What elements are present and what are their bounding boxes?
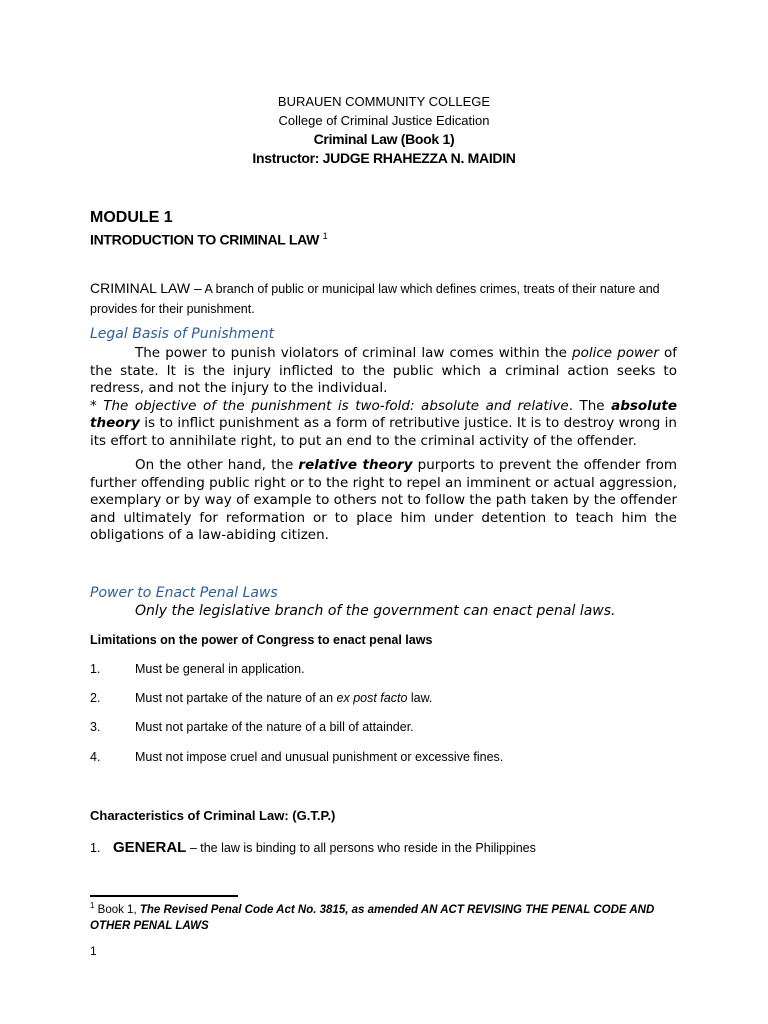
p1-objective: * The objective of the punishment is two-fold: absolute and relative bbox=[90, 397, 569, 414]
characteristic-term: GENERAL bbox=[113, 839, 187, 856]
footnote-ref: 1 bbox=[322, 231, 328, 241]
footnote-text: The Revised Penal Code Act No. 3815, as amended AN ACT REVISING THE PENAL CODE AND OTHER PENAL LAWS bbox=[90, 903, 655, 932]
definition-term: CRIMINAL LAW – bbox=[90, 280, 202, 296]
characteristic-number: 1. bbox=[90, 841, 101, 855]
definition-text: A branch of public or municipal law which defines crimes, treats of their nature and provides for their punishment. bbox=[90, 282, 660, 316]
list-item-number: 3. bbox=[90, 720, 101, 734]
p2-text-a: On the other hand, the bbox=[135, 457, 299, 473]
footnote-marker: 1 bbox=[90, 901, 95, 910]
list-item-text: Must be general in application. bbox=[135, 662, 305, 676]
list-item-number: 4. bbox=[90, 750, 101, 764]
p1-text-g: is to inflict punishment as a form of retributive justice. It is to destroy wrong in its effort to annihilate right, to put an end to the criminal activity of the offender. bbox=[90, 415, 677, 449]
list-item bbox=[90, 662, 305, 676]
p1-text-c: of the state. It is the injury inflicted to the public which a criminal action seeks to redress, and not the injury to the individual. bbox=[90, 345, 677, 396]
list-item-text: Must not partake of the nature of an bbox=[135, 691, 337, 705]
list-item bbox=[90, 720, 414, 734]
p1-police-power: police power bbox=[572, 345, 659, 361]
p1-absolute-theory: absolute theory bbox=[90, 397, 678, 431]
p2-text-c: purports to prevent the offender from further offending public right or to the right to repel an imminent or actual aggression, exemplary or by way of example to others not to follow the path taken by the offender and ultimately for reformation or to place him under detention to teach him the obligations of a law-abiding citizen. bbox=[90, 457, 677, 543]
module-subtitle bbox=[90, 231, 327, 248]
list-item-number: 2. bbox=[90, 691, 101, 705]
course-title: Criminal Law (Book 1) bbox=[313, 131, 455, 147]
list-item-emphasis: ex post facto bbox=[336, 691, 408, 705]
list-item bbox=[90, 691, 432, 705]
penal-laws-heading: Power to Enact Penal Laws bbox=[90, 585, 278, 601]
criminal-law-definition bbox=[90, 278, 678, 319]
college-name: College of Criminal Justice Edication bbox=[278, 113, 490, 128]
footnote-separator bbox=[90, 895, 238, 897]
school-name: BURAUEN COMMUNITY COLLEGE bbox=[277, 94, 491, 109]
list-item-text: Must not impose cruel and unusual punishment or excessive fines. bbox=[135, 750, 504, 764]
list-item bbox=[90, 750, 503, 764]
list-item-number: 1. bbox=[90, 662, 101, 676]
p1-text-e: . The bbox=[568, 397, 612, 414]
legal-basis-paragraph-1 bbox=[90, 345, 677, 450]
penal-laws-statement: Only the legislative branch of the government can enact penal laws. bbox=[135, 603, 616, 619]
limitations-heading: Limitations on the power of Congress to enact penal laws bbox=[90, 633, 433, 647]
p2-relative-theory: relative theory bbox=[298, 457, 413, 473]
p1-text-a: The power to punish violators of criminal law comes within the bbox=[135, 345, 573, 361]
list-item-text-end: law. bbox=[407, 691, 433, 705]
legal-basis-heading: Legal Basis of Punishment bbox=[90, 326, 275, 342]
footnote-lead: Book 1, bbox=[94, 903, 140, 916]
page-number: 1 bbox=[90, 944, 97, 958]
module-subtitle-text: INTRODUCTION TO CRIMINAL LAW bbox=[90, 231, 320, 248]
characteristic-text: – the law is binding to all persons who reside in the Philippines bbox=[186, 841, 536, 855]
legal-basis-paragraph-2 bbox=[90, 457, 677, 545]
list-item-text: Must not partake of the nature of a bill of attainder. bbox=[135, 720, 414, 734]
characteristics-heading: Characteristics of Criminal Law: (G.T.P.) bbox=[90, 808, 336, 823]
characteristic-item bbox=[90, 839, 536, 856]
instructor-name: Instructor: JUDGE RHAHEZZA N. MAIDIN bbox=[252, 150, 516, 166]
footnote bbox=[90, 898, 660, 934]
module-title: MODULE 1 bbox=[90, 209, 173, 226]
